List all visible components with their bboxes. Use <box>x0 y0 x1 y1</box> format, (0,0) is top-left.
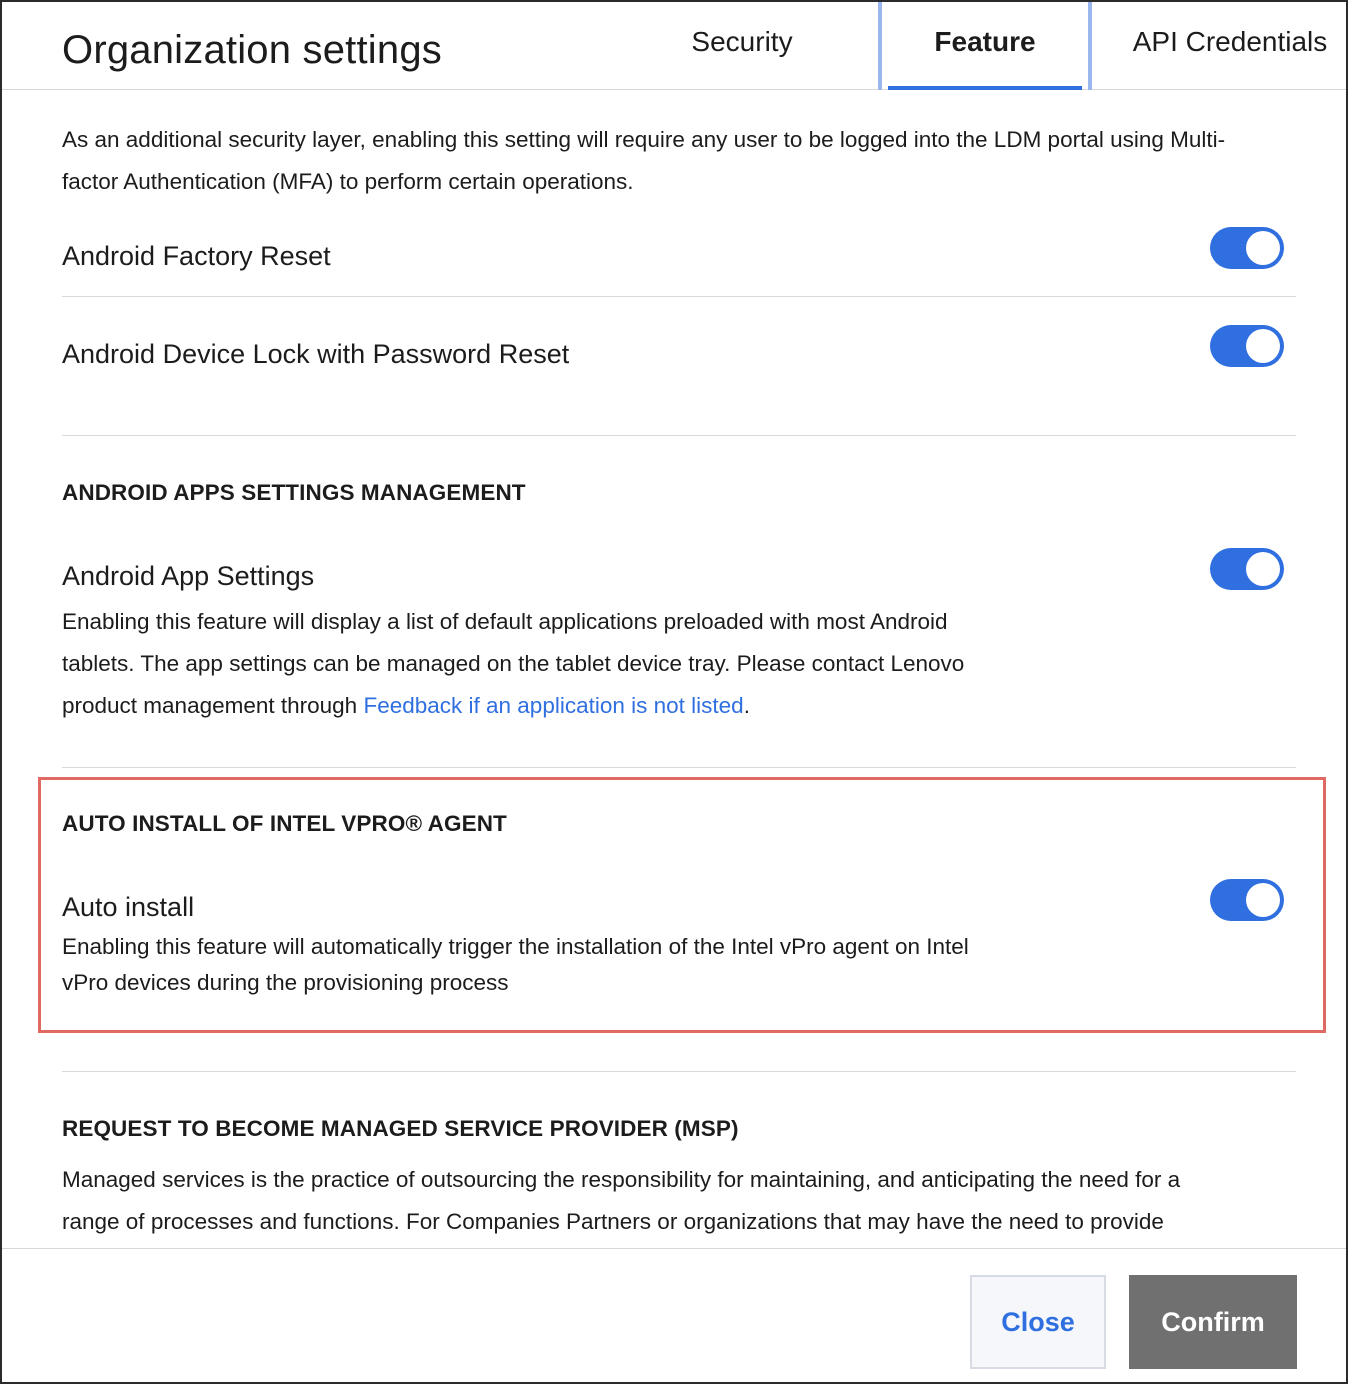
android-app-description-line-3 <box>62 685 964 727</box>
mfa-description-line-2: factor Authentication (MFA) to perform certain operations. <box>62 169 634 194</box>
divider <box>62 767 1296 768</box>
tab-api-credentials[interactable]: API Credentials <box>1132 26 1328 57</box>
toggle-knob <box>1246 329 1280 363</box>
close-button[interactable]: Close <box>970 1275 1106 1369</box>
msp-description <box>62 1159 1180 1243</box>
feature-settings-content[interactable] <box>2 91 1346 1248</box>
android-app-settings-toggle[interactable] <box>1210 548 1284 590</box>
auto-install-toggle[interactable] <box>1210 879 1284 921</box>
auto-install-description <box>62 929 969 1001</box>
android-factory-reset-toggle[interactable] <box>1210 227 1284 269</box>
tab-security[interactable]: Security <box>691 26 793 57</box>
divider <box>62 1071 1296 1072</box>
android-device-lock-label: Android Device Lock with Password Reset <box>62 339 570 369</box>
active-tab-indicator <box>888 86 1082 90</box>
android-app-description-line-2: tablets. The app settings can be managed on the tablet device tray. Please contact Lenovo <box>62 651 965 676</box>
divider <box>62 435 1296 436</box>
android-apps-section-title: ANDROID APPS SETTINGS MANAGEMENT <box>62 480 526 505</box>
mfa-description <box>62 119 1225 203</box>
auto-install-label: Auto install <box>62 892 195 922</box>
android-app-description-suffix: . <box>743 693 750 718</box>
android-factory-reset-label: Android Factory Reset <box>62 241 331 271</box>
divider <box>62 296 1296 297</box>
android-device-lock-toggle[interactable] <box>1210 325 1284 367</box>
toggle-knob <box>1246 552 1280 586</box>
toggle-knob <box>1246 883 1280 917</box>
msp-section-title: REQUEST TO BECOME MANAGED SERVICE PROVIDER (MSP) <box>62 1116 739 1141</box>
dialog-title: Organization settings <box>62 28 442 72</box>
auto-install-description-line-2: vPro devices during the provisioning process <box>62 970 509 995</box>
msp-description-line-2: range of processes and functions. For Companies Partners or organizations that may have the need to provide <box>62 1209 1164 1234</box>
tab-feature[interactable] <box>878 2 1092 90</box>
auto-install-description-line-1: Enabling this feature will automatically trigger the installation of the Intel vPro agent on Intel <box>62 934 969 959</box>
dialog-header <box>2 2 1346 90</box>
android-app-description-prefix: product management through <box>62 693 364 718</box>
feedback-link[interactable]: Feedback if an application is not listed <box>363 693 744 718</box>
msp-description-line-1: Managed services is the practice of outsourcing the responsibility for maintaining, and anticipating the need for a <box>62 1167 1181 1192</box>
android-app-settings-description <box>62 601 964 727</box>
toggle-knob <box>1246 231 1280 265</box>
vpro-section-title: AUTO INSTALL OF INTEL VPRO® AGENT <box>62 811 507 836</box>
android-app-description-line-1: Enabling this feature will display a list of default applications preloaded with most Android <box>62 609 948 634</box>
mfa-description-line-1: As an additional security layer, enabling this setting will require any user to be logged into the LDM portal using Multi- <box>62 127 1226 152</box>
tab-feature-label: Feature <box>934 26 1036 57</box>
confirm-button[interactable]: Confirm <box>1129 1275 1297 1369</box>
android-app-settings-label: Android App Settings <box>62 561 315 591</box>
dialog-footer <box>2 1248 1346 1384</box>
